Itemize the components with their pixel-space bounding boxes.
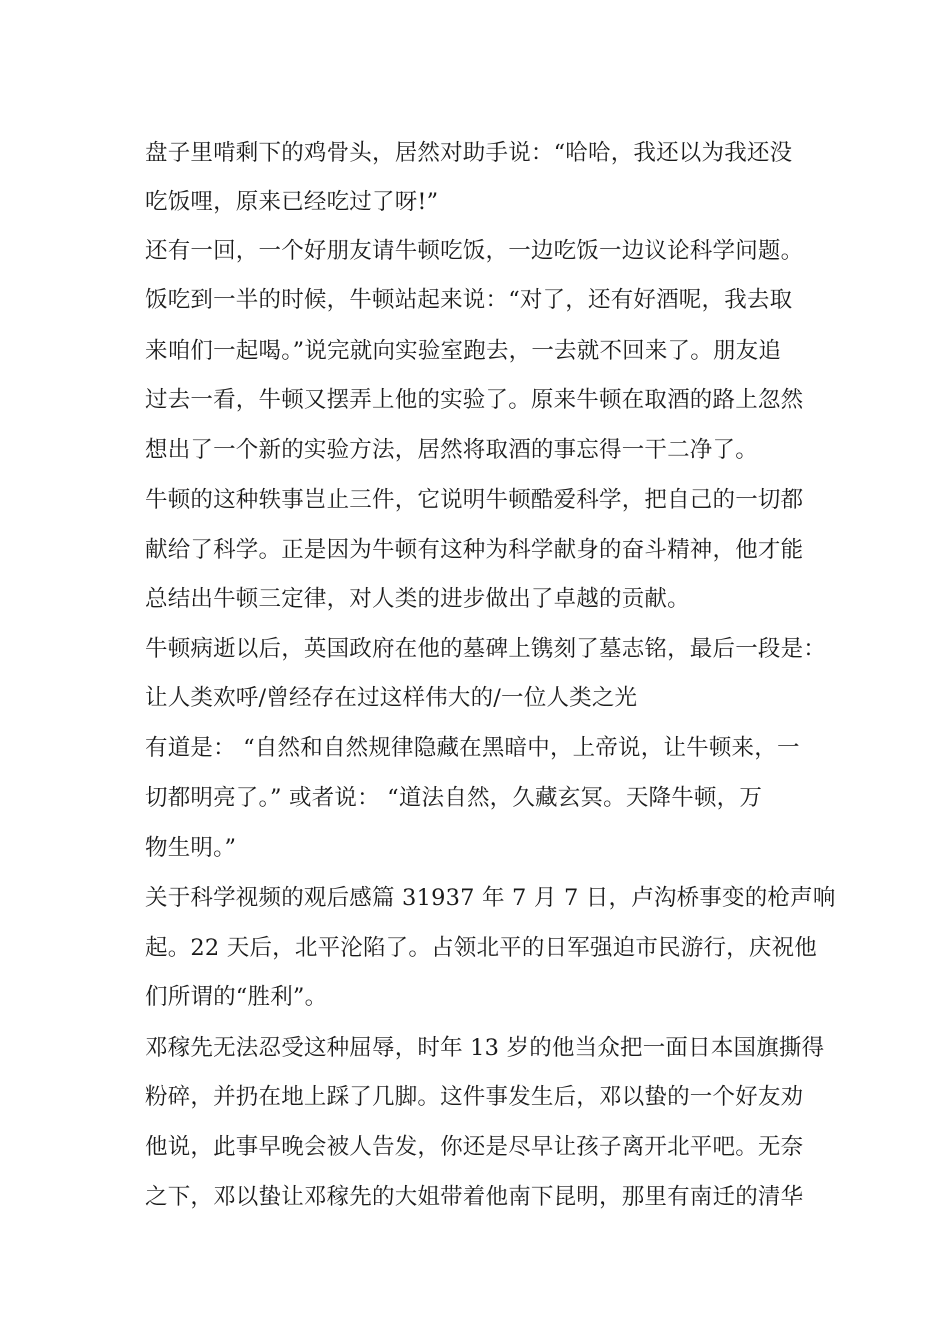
text-line: 来咱们一起喝。”说完就向实验室跑去，一去就不回来了。朋友追 (145, 338, 782, 364)
text-line: 起。22 天后，北平沦陷了。占领北平的日军强迫市民游行，庆祝他 (145, 935, 817, 961)
text-line: 过去一看，牛顿又摆弄上他的实验了。原来牛顿在取酒的路上忽然 (145, 387, 804, 413)
text-line: 邓稼先无法忍受这种屈辱，时年 13 岁的他当众把一面日本国旗撕得 (145, 1035, 825, 1061)
text-line: 有道是： “自然和自然规律隐藏在黑暗中，上帝说，让牛顿来，一 (145, 735, 800, 761)
text-line: 物生明。” (145, 835, 237, 861)
text-line: 牛顿病逝以后，英国政府在他的墓碑上镌刻了墓志铭，最后一段是： (145, 636, 827, 662)
text-line: 还有一回，一个好朋友请牛顿吃饭，一边吃饭一边议论科学问题。 (145, 238, 804, 264)
text-line: 吃饭哩，原来已经吃过了呀!” (145, 189, 439, 215)
text-line: 们所谓的“胜利”。 (145, 984, 328, 1010)
text-line: 关于科学视频的观后感篇 31937 年 7 月 7 日，卢沟桥事变的枪声响 (145, 885, 836, 911)
text-line: 想出了一个新的实验方法，居然将取酒的事忘得一干二净了。 (145, 437, 758, 463)
text-line: 粉碎，并扔在地上踩了几脚。这件事发生后，邓以蛰的一个好友劝 (145, 1084, 804, 1110)
text-line: 让人类欢呼/曾经存在过这样伟大的/一位人类之光 (145, 685, 638, 711)
text-line: 饭吃到一半的时候，牛顿站起来说：“对了，还有好酒呢，我去取 (145, 287, 793, 313)
text-line: 献给了科学。正是因为牛顿有这种为科学献身的奋斗精神，他才能 (145, 537, 804, 563)
text-line: 总结出牛顿三定律，对人类的进步做出了卓越的贡献。 (145, 586, 690, 612)
text-line: 牛顿的这种轶事岂止三件，它说明牛顿酷爱科学，把自己的一切都 (145, 487, 804, 513)
text-line: 切都明亮了。” 或者说： “道法自然，久藏玄冥。天降牛顿，万 (145, 785, 763, 811)
text-line: 之下，邓以蛰让邓稼先的大姐带着他南下昆明，那里有南迁的清华 (145, 1184, 804, 1210)
text-line: 盘子里啃剩下的鸡骨头，居然对助手说：“哈哈，我还以为我还没 (145, 140, 793, 166)
text-line: 他说，此事早晚会被人告发，你还是尽早让孩子离开北平吧。无奈 (145, 1134, 804, 1160)
